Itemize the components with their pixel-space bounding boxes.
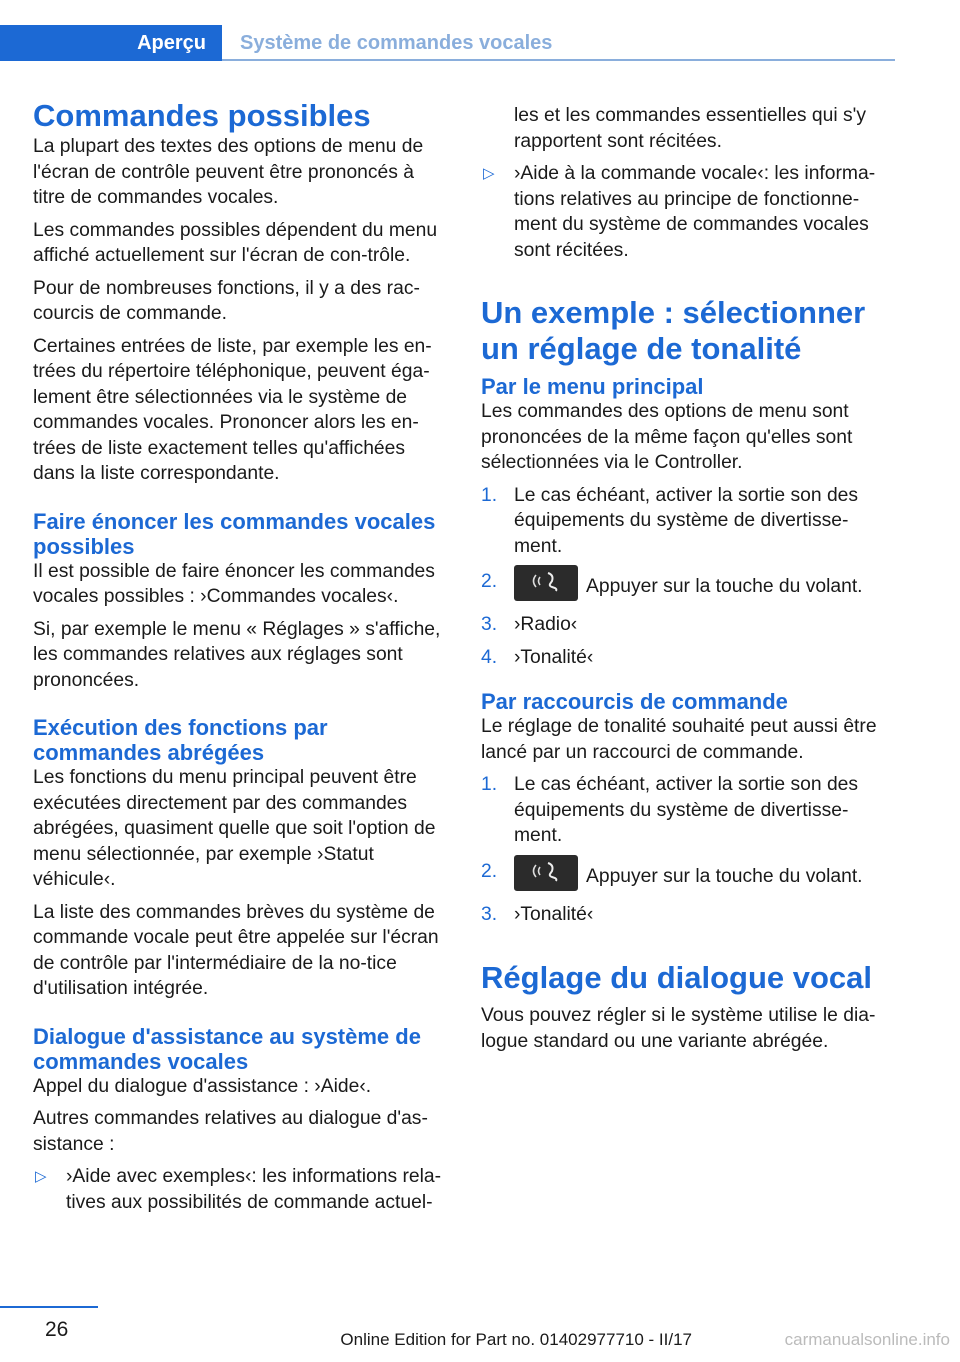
list-item: ▷ ›Aide avec exemples‹: les informations rela‐tives aux possibilités de commande actuel‐ xyxy=(35,1166,442,1213)
right-column xyxy=(481,98,891,1054)
heading-exemple-tonalite: Un exemple : sélectionner un réglage de tonalité xyxy=(481,295,866,366)
list-item: 3. ›Radio‹ xyxy=(481,614,578,635)
paragraph: Pour de nombreuses fonctions, il y a des rac‐courcis de commande. xyxy=(33,277,420,324)
heading-reglage-dialogue: Réglage du dialogue vocal xyxy=(481,960,873,995)
triangle-bullet-icon: ▷ xyxy=(35,1168,47,1185)
paragraph: Les commandes possibles dépendent du menu affiché actuellement sur l'écran de con‐trôle. xyxy=(33,219,438,266)
edition-text: Online Edition for Part no. 01402977710 - II/17 xyxy=(340,1330,692,1349)
subheading-execution: Exécution des fonctions par commandes abrégées xyxy=(33,715,328,765)
paragraph: Le réglage de tonalité souhaité peut aussi être lancé par un raccourci de commande. xyxy=(481,716,877,763)
paragraph: Les commandes des options de menu sont prononcées de la même façon qu'elles sont sélectionnées via le Controller. xyxy=(481,401,853,473)
left-column xyxy=(33,98,447,1215)
numbered-list xyxy=(481,483,891,671)
paragraph: Les fonctions du menu principal peuvent être exécutées directement par des commandes abrégées, quasiment quelle que soit l'option de menu sélectionnée, par exemple ›Statut véhicule‹. xyxy=(33,767,436,890)
list-item: 2. Appuyer sur la touche du volant. xyxy=(481,859,891,895)
voice-command-button-icon xyxy=(514,565,578,601)
list-item: 4. ›Tonalité‹ xyxy=(481,646,594,668)
heading-commandes-possibles: Commandes possibles xyxy=(33,98,371,133)
bullet-list xyxy=(481,161,891,263)
list-item: 3. ›Tonalité‹ xyxy=(481,903,594,925)
list-item: les et les commandes essentielles qui s'y rapportent sont récitées. xyxy=(514,105,866,152)
paragraph: La liste des commandes brèves du système de commande vocale peut être appelée sur l'écran de contrôle par l'intermédiaire de la no‐tice d'utilisation intégrée. xyxy=(33,901,439,999)
list-item: 1. Le cas échéant, activer la sortie son des équipements du système de divertisse‐ment. xyxy=(481,774,859,846)
voice-command-button-icon xyxy=(514,855,578,891)
bullet-list xyxy=(33,1164,447,1215)
list-item: 1. Le cas échéant, activer la sortie son des équipements du système de divertisse‐ment. xyxy=(481,484,859,557)
triangle-bullet-icon: ▷ xyxy=(483,165,495,182)
paragraph: La plupart des textes des options de menu de l'écran de contrôle peuvent être prononcés à titre de commandes vocales. xyxy=(33,136,424,208)
numbered-list xyxy=(481,772,891,927)
header-rule xyxy=(222,59,895,61)
paragraph: Appel du dialogue d'assistance : ›Aide‹. xyxy=(33,1075,372,1097)
list-item: ▷ ›Aide à la commande vocale‹: les informa‐tions relatives au principe de fonctionne‐ment du système de commandes vocales sont récitées. xyxy=(483,163,876,261)
tab-apercu[interactable]: Aperçu xyxy=(0,25,222,61)
paragraph: Certaines entrées de liste, par exemple les en‐trées du répertoire téléphonique, peuvent éga‐lement être sélectionnées via le système de commandes vocales. Prononcer alors les en‐trées de liste exactement telles qu'affichées dans la liste correspondante. xyxy=(33,335,432,484)
subheading-raccourcis: Par raccourcis de commande xyxy=(481,689,788,714)
watermark: carmanualsonline.info xyxy=(784,1330,950,1349)
page-number: 26 xyxy=(45,1318,69,1341)
paragraph: Autres commandes relatives au dialogue d'as‐sistance : xyxy=(33,1108,428,1155)
page-header xyxy=(0,25,895,61)
subheading-dialogue-assistance: Dialogue d'assistance au système de commandes vocales xyxy=(33,1023,421,1074)
paragraph: Si, par exemple le menu « Réglages » s'affiche, les commandes relatives aux réglages sont prononcées. xyxy=(33,618,441,691)
subheading-menu-principal: Par le menu principal xyxy=(481,374,704,399)
subheading-faire-enoncer: Faire énoncer les commandes vocales possibles xyxy=(33,508,436,559)
list-item: 2. Appuyer sur la touche du volant. xyxy=(481,569,891,605)
paragraph: Il est possible de faire énoncer les commandes vocales possibles : ›Commandes vocales‹. xyxy=(33,560,435,607)
section-title: Système de commandes vocales xyxy=(240,32,553,54)
paragraph: Vous pouvez régler si le système utilise le dia‐logue standard ou une variante abrégée. xyxy=(481,1005,876,1052)
footer-rule xyxy=(0,1306,98,1308)
